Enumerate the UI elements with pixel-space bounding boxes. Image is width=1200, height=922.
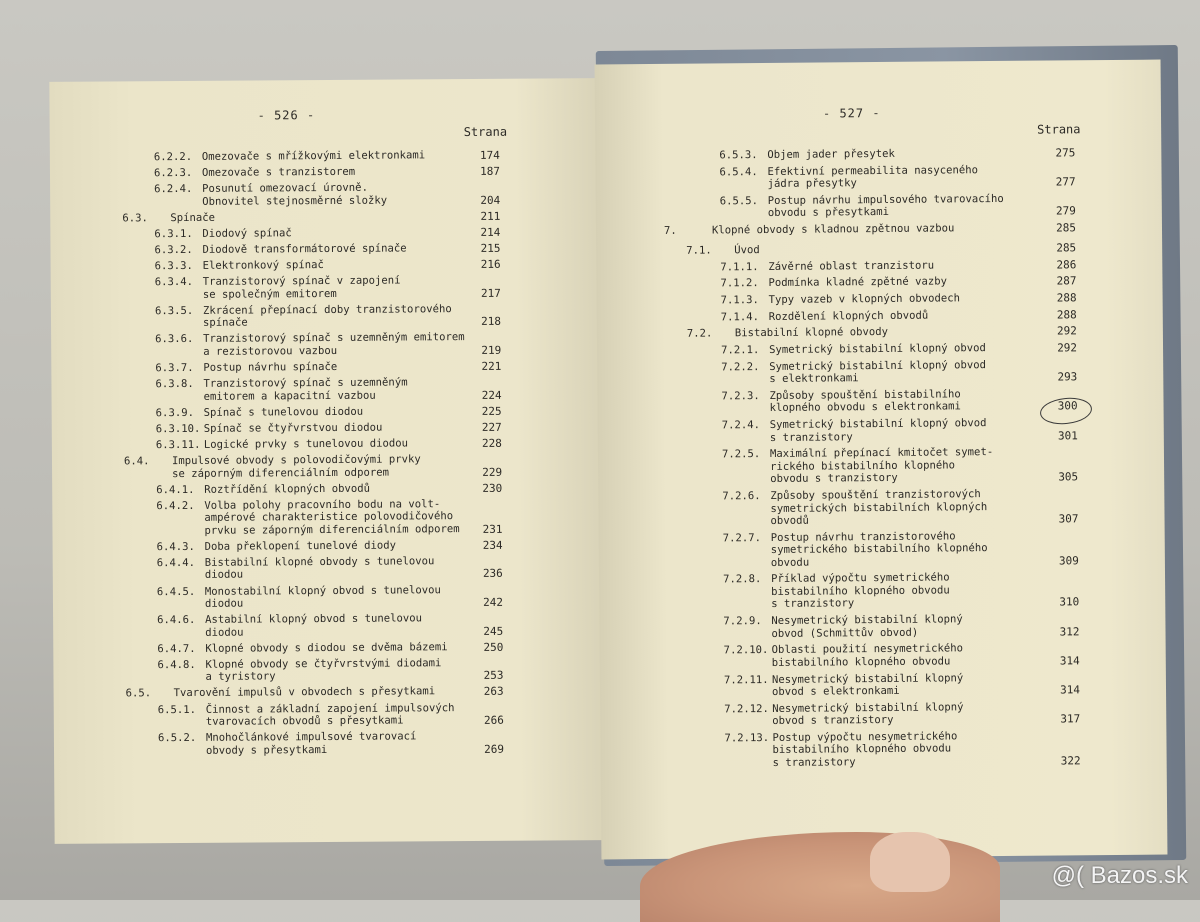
toc-entry — [156, 437, 408, 451]
toc-entry-page: 242 — [483, 595, 504, 609]
toc-entry-number: 6.5.5. — [719, 194, 759, 208]
toc-entry — [687, 326, 888, 340]
toc-entry — [157, 657, 441, 684]
toc-entry-title: Symetrický bistabilní klopný obvod s elektronkami — [769, 358, 987, 386]
toc-entry-title: Efektivní permeabilita nasyceného jádra přesytky — [767, 163, 979, 191]
toc-entry — [720, 276, 947, 290]
toc-entry-title: Posunutí omezovací úrovně. Obnovitel stejnosměrné složky — [202, 181, 388, 208]
toc-entry-page: 250 — [483, 640, 504, 654]
toc-entry — [155, 377, 407, 404]
toc-entry-number: 6.4.3. — [156, 540, 195, 553]
toc-entry-title: Postup výpočtu nesymetrického bistabilního klopného obvodu s tranzistory — [772, 730, 958, 769]
toc-entry — [156, 498, 459, 538]
toc-entry-page: 230 — [482, 481, 503, 495]
left-page-number: - 526 - — [257, 108, 316, 123]
toc-entry-title: Způsoby spouštění tranzistorových symetrických bistabilních klopných obvodů — [770, 488, 988, 527]
toc-entry — [722, 417, 987, 444]
toc-entry-title: Příklad výpočtu symetrického bistabilního klopného obvodu s tranzistory — [770, 571, 950, 611]
toc-entry-title: Činnost a základní zapojení impulsových tvarovacích obvodů s přesytkami — [205, 701, 455, 728]
toc-entry-page: 292 — [1057, 341, 1078, 355]
toc-entry-title: Způsoby spouštění bistabilního klopného obvodu s elektronkami — [769, 388, 961, 415]
toc-entry-page: 288 — [1056, 307, 1077, 322]
toc-entry — [686, 244, 760, 257]
toc-entry-page: 214 — [480, 225, 501, 239]
toc-entry — [155, 303, 452, 330]
toc-entry-page: 219 — [481, 343, 502, 357]
toc-entry-page: 300 — [1057, 399, 1078, 413]
toc-entry-number: 7.2.2. — [721, 360, 760, 374]
toc-entry — [156, 482, 370, 496]
toc-entry — [155, 259, 324, 273]
toc-entry-title: Klopné obvody s diodou se dvěma bázemi — [205, 640, 448, 655]
toc-entry-title: Mnohočlánkové impulsové tvarovací obvody s přesytkami — [205, 730, 417, 757]
toc-entry — [720, 193, 1004, 220]
toc-entry-number: 6.2.2. — [153, 150, 193, 164]
toc-entry-page: 211 — [480, 209, 501, 223]
toc-entry — [155, 361, 337, 375]
toc-entry-number: 6.2.3. — [153, 167, 193, 180]
toc-entry-number: 6.5. — [125, 687, 152, 700]
toc-entry — [154, 149, 425, 163]
toc-entry-page: 314 — [1059, 654, 1080, 668]
toc-entry-title: Rozdělení klopných obvodů — [768, 309, 929, 323]
toc-entry — [126, 686, 436, 701]
toc-entry-title: Doba překlopení tunelové diody — [204, 539, 396, 553]
toc-entry-number: 7.1.4. — [720, 310, 760, 323]
toc-entry-title: Oblasti použití nesymetrického bistabilního klopného obvodu — [771, 642, 964, 669]
left-strana-label: Strana — [463, 124, 508, 140]
toc-entry-number: 6.3.1. — [154, 227, 193, 241]
toc-entry-page: 266 — [483, 713, 504, 727]
toc-entry-title: Zkrácení přepínací doby tranzistorového spínače — [202, 302, 452, 330]
toc-entry — [724, 730, 957, 770]
right-strana-label: Strana — [1037, 122, 1081, 137]
toc-entry-title: Impulsové obvody s polovodičovými prvky se záporným diferenciálním odporem — [171, 453, 421, 480]
toc-entry — [157, 584, 441, 611]
toc-entry-page: 275 — [1055, 146, 1076, 160]
toc-entry-title: Tvarovění impulsů v obvodech s přesytkami — [173, 685, 436, 700]
toc-entry-number: 7. — [663, 224, 677, 237]
toc-entry-number: 6.4.1. — [156, 483, 195, 496]
toc-entry-page: 293 — [1057, 370, 1078, 384]
toc-entry — [724, 643, 964, 670]
left-page — [49, 78, 602, 844]
toc-entry-number: 6.3.4. — [154, 276, 194, 289]
toc-entry-page: 221 — [481, 359, 502, 373]
toc-entry-number: 7.2.7. — [722, 531, 762, 545]
toc-entry-title: Podmínka kladné zpětné vazby — [768, 275, 948, 290]
toc-entry-title: Objem jader přesytek — [767, 147, 895, 161]
toc-entry — [721, 342, 986, 357]
toc-entry-page: 277 — [1055, 175, 1076, 189]
toc-entry-page: 215 — [480, 241, 501, 255]
toc-entry-page: 231 — [482, 522, 503, 536]
toc-entry-page: 312 — [1059, 624, 1080, 639]
toc-entry-number: 7.2. — [686, 327, 713, 340]
toc-entry-title: Spínače — [170, 211, 215, 224]
toc-entry-title: Typy vazeb v klopných obvodech — [768, 292, 960, 306]
toc-entry-page: 314 — [1060, 683, 1081, 697]
toc-entry — [724, 701, 964, 728]
toc-entry-title: Nesymetrický bistabilní klopný obvod (Schmittův obvod) — [771, 613, 963, 640]
toc-entry-title: Maximální přepínací kmitočet symet- rického bistabilního klopného obvodu s tranzistory — [769, 446, 994, 486]
toc-entry — [720, 259, 934, 273]
toc-entry — [724, 672, 964, 699]
toc-entry-page: 307 — [1058, 512, 1079, 526]
toc-entry-title: Klopné obvody s kladnou zpětnou vazbou — [711, 222, 955, 237]
toc-entry — [719, 164, 978, 191]
toc-entry — [719, 148, 895, 162]
toc-entry-number: 6.4. — [123, 455, 150, 468]
toc-entry-page: 229 — [482, 465, 503, 479]
toc-entry-number: 6.3.8. — [155, 378, 194, 391]
toc-entry-number: 7.2.6. — [722, 490, 761, 503]
toc-entry-title: Tranzistorový spínač s uzemněným emitorem a rezistorovou vazbou — [203, 331, 465, 358]
toc-entry-title: Symetrický bistabilní klopný obvod s tranzistory — [769, 417, 987, 444]
toc-entry-number: 6.3.10. — [155, 422, 201, 435]
toc-entry-page: 310 — [1059, 595, 1080, 609]
toc-entry — [124, 453, 421, 480]
toc-entry-title: Postup návrhu tranzistorového symetrického bistabilního klopného obvodu — [770, 530, 988, 569]
toc-entry-page: 292 — [1056, 324, 1077, 338]
toc-entry-title: Diodově transformátorové spínače — [202, 242, 407, 256]
toc-entry-number: 6.3.3. — [154, 260, 193, 273]
toc-entry — [721, 309, 929, 323]
toc-entry-page: 287 — [1056, 274, 1077, 288]
toc-entry-title: Spínač s tunelovou diodou — [203, 405, 364, 419]
toc-entry-title: Astabilní klopný obvod s tunelovou diodou — [205, 612, 423, 639]
toc-entry-title: Postup návrhu impulsového tvarovacího obvodu s přesytkami — [767, 192, 1004, 220]
toc-entry-page: 236 — [482, 567, 503, 581]
toc-entry-title: Úvod — [734, 243, 760, 257]
toc-entry-page: 253 — [483, 669, 504, 683]
toc-entry-title: Tranzistorový spínač s uzemněným emitorem a kapacitní vazbou — [203, 376, 408, 403]
toc-entry — [157, 612, 422, 639]
toc-entry-title: Postup návrhu spínače — [203, 360, 338, 374]
toc-entry-page: 285 — [1056, 241, 1077, 255]
toc-entry-page: 269 — [484, 742, 505, 756]
toc-entry-title: Elektronkový spínač — [202, 259, 324, 272]
toc-entry-title: Bistabilní klopné obvody — [734, 326, 889, 340]
toc-entry-number: 6.4.7. — [157, 642, 196, 655]
toc-entry-number: 6.4.8. — [157, 658, 196, 671]
toc-entry-title: Symetrický bistabilní klopný obvod — [768, 342, 986, 356]
toc-entry-title: Spínač se čtyřvrstvou diodou — [203, 421, 383, 435]
toc-entry-title: Volba polohy pracovního bodu na volt- ampérové charakteristice polovodičového prvku se záporným diferenciálním odporem — [204, 497, 460, 537]
toc-entry-number: 6.5.3. — [719, 149, 758, 162]
toc-entry-number: 6.4.4. — [156, 556, 196, 570]
toc-entry — [156, 421, 383, 435]
toc-entry-page: 234 — [482, 538, 503, 552]
toc-entry-number: 7.2.1. — [720, 344, 760, 357]
toc-entry — [122, 212, 215, 225]
toc-entry-title: Monostabilní klopný obvod s tunelovou diodou — [204, 583, 441, 610]
toc-entry-number: 7.2.9. — [723, 615, 762, 628]
toc-entry-title: Diodový spínač — [202, 227, 292, 240]
toc-entry-title: Omezovače s tranzistorem — [201, 165, 356, 179]
toc-entry — [154, 242, 406, 256]
toc-entry-number: 7.2.8. — [722, 573, 762, 586]
toc-entry-number: 7.2.12. — [724, 702, 769, 716]
toc-entry-page: 187 — [480, 164, 501, 179]
toc-entry — [156, 405, 364, 419]
toc-entry-page: 225 — [481, 404, 502, 418]
toc-entry-number: 7.2.10. — [723, 644, 769, 657]
toc-entry-page: 288 — [1056, 291, 1077, 305]
toc-entry-title: Nesymetrický bistabilní klopný obvod s elektronkami — [771, 671, 964, 698]
toc-entry-page: 228 — [481, 436, 502, 450]
right-page — [595, 60, 1168, 860]
toc-entry-number: 7.1.3. — [720, 293, 759, 307]
toc-entry — [157, 641, 447, 656]
toc-entry-title: Roztřídění klopných obvodů — [204, 482, 371, 496]
toc-entry-number: 6.3. — [122, 212, 148, 225]
toc-entry-page: 305 — [1058, 470, 1079, 484]
toc-entry-number: 6.4.5. — [156, 585, 196, 598]
toc-entry-number: 7.2.13. — [724, 731, 770, 745]
toc-entry-page: 224 — [481, 388, 502, 402]
toc-entry-page: 322 — [1060, 754, 1081, 768]
toc-entry-page: 301 — [1057, 428, 1078, 443]
toc-entry — [154, 166, 355, 180]
toc-entry — [155, 275, 401, 302]
toc-entry-title: Omezovače s mřížkovými elektronkami — [201, 149, 426, 163]
toc-entry — [722, 488, 987, 528]
toc-entry-title: Závěrné oblast tranzistoru — [768, 259, 935, 273]
toc-entry-number: 6.4.6. — [157, 614, 196, 627]
toc-entry-page: 245 — [483, 624, 504, 638]
toc-entry-title: Bistabilní klopné obvody s tunelovou diodou — [204, 555, 435, 582]
toc-entry-number: 7.2.5. — [721, 448, 761, 461]
toc-entry — [723, 613, 963, 640]
toc-entry-page: 216 — [480, 257, 501, 272]
toc-entry-number: 6.5.4. — [719, 165, 758, 179]
toc-entry-number: 7.1. — [686, 244, 712, 257]
toc-entry-page: 286 — [1056, 257, 1077, 271]
toc-entry-page: 263 — [483, 685, 504, 699]
toc-entry — [721, 359, 986, 386]
toc-entry — [155, 331, 465, 358]
toc-entry-number: 6.3.2. — [154, 243, 193, 257]
toc-entry-number: 6.3.11. — [155, 438, 201, 452]
thumb — [870, 832, 950, 892]
toc-entry — [721, 292, 960, 307]
toc-entry-number: 6.4.2. — [156, 499, 195, 512]
toc-entry-number: 6.3.9. — [155, 406, 194, 419]
toc-entry-number: 6.3.5. — [154, 304, 194, 317]
toc-entry-number: 7.1.1. — [720, 260, 759, 273]
toc-entry — [664, 222, 954, 237]
toc-entry-page: 218 — [481, 315, 502, 329]
toc-entry-number: 6.2.4. — [154, 183, 193, 196]
watermark: @( Bazos.sk — [1051, 862, 1188, 889]
toc-entry-number: 6.3.6. — [155, 333, 194, 346]
toc-entry-page: 204 — [480, 193, 501, 207]
toc-entry-number: 7.1.2. — [720, 277, 759, 290]
toc-entry-page: 279 — [1055, 204, 1076, 218]
toc-entry — [723, 530, 988, 570]
toc-entry — [157, 539, 396, 553]
toc-entry-number: 6.3.7. — [155, 361, 194, 375]
toc-entry-page: 174 — [479, 148, 500, 162]
right-page-number: - 527 - — [822, 105, 881, 121]
toc-entry — [154, 227, 291, 240]
toc-entry-title: Nesymetrický bistabilní klopný obvod s tranzistory — [772, 700, 964, 728]
toc-entry — [723, 572, 950, 611]
toc-entry-number: 7.2.4. — [721, 419, 761, 432]
toc-entry — [158, 730, 417, 757]
toc-entry-title: Logické prvky s tunelovou diodou — [203, 437, 409, 451]
toc-entry-title: Tranzistorový spínač v zapojení se společným emitorem — [202, 274, 401, 301]
toc-entry — [722, 446, 994, 486]
toc-entry-page: 285 — [1056, 221, 1077, 235]
toc-entry — [157, 555, 435, 582]
toc-entry — [158, 702, 455, 729]
toc-entry — [154, 182, 387, 209]
toc-entry-page: 309 — [1058, 553, 1079, 568]
toc-entry-title: Klopné obvody se čtyřvrstvými diodami a tyristory — [205, 656, 442, 684]
toc-entry-number: 6.5.1. — [157, 703, 197, 716]
toc-entry-number: 7.2.11. — [723, 673, 769, 686]
toc-entry-page: 217 — [480, 286, 501, 300]
toc-entry-number: 6.5.2. — [157, 732, 197, 745]
toc-entry-page: 317 — [1060, 712, 1081, 726]
toc-entry-number: 7.2.3. — [721, 389, 760, 403]
toc-entry — [721, 388, 961, 415]
toc-entry-page: 227 — [481, 420, 502, 434]
